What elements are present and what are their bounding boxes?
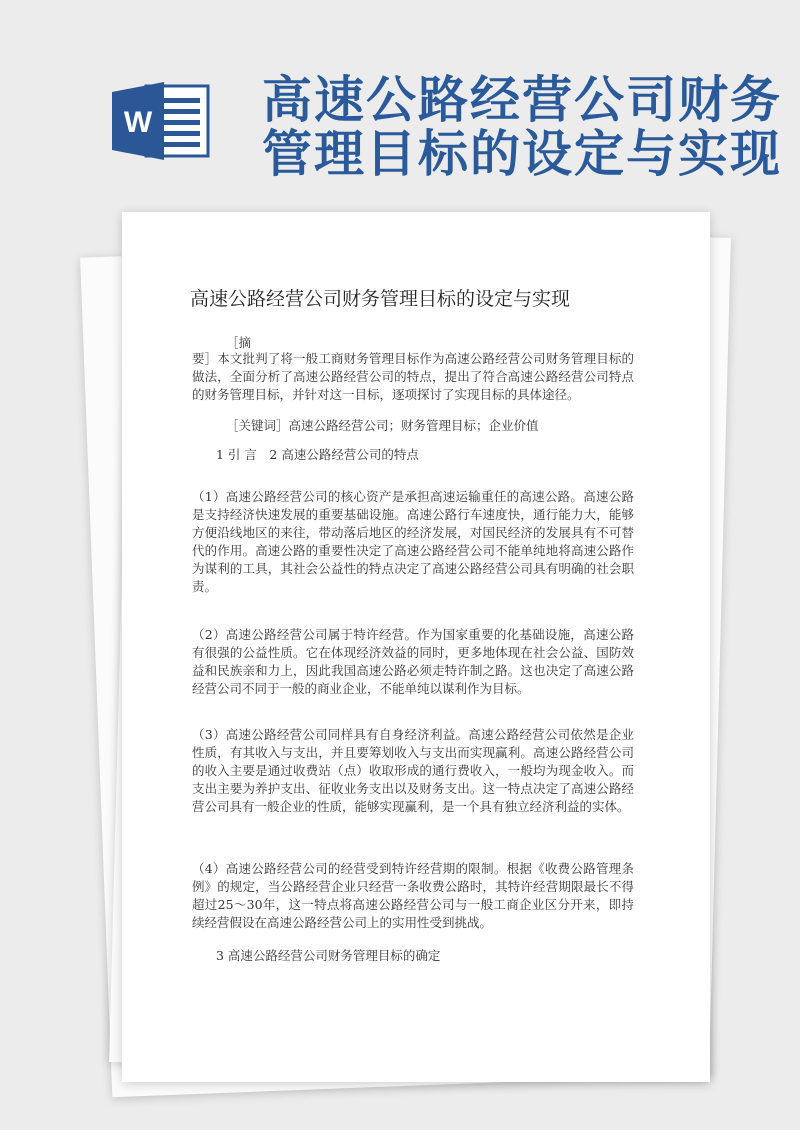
paragraph-4: （4）高速公路经营公司的经营受到特许经营期的限制。根据《收费公路管理条例》的规定，当公路经营企业只经营一条收费公路时，其特许经营期限最长不得超过25～30年，这一特点将高速公路经营公司与一般工商企业区分开来，即持续经营假设在高速公路经营公司上的实用性受到挑战。 — [192, 861, 634, 930]
abstract-bracket: ［摘 — [226, 335, 252, 350]
document-title: 高速公路经营公司财务管理目标的设定与实现 — [190, 288, 571, 310]
word-document-icon — [112, 82, 212, 160]
keywords-line: ［关键词］高速公路经营公司；财务管理目标；企业价值 — [226, 418, 539, 433]
abstract-paragraph: 要］本文批判了将一般工商财务管理目标作为高速公路经营公司财务管理目标的做法，全面分析了高速公路经营公司的特点，提出了符合高速公路经营公司特点的财务管理目标，并针对这一目标，逐项探讨了实现目标的具体途径。 — [192, 351, 634, 402]
paragraph-3: （3）高速公路经营公司同样具有自身经济利益。高速公路经营公司依然是企业性质，有其收入与支出，并且要筹划收入与支出而实现赢利。高速公路经营公司的收入主要是通过收费站（点）收取形成的通行费收入，一般均为现金收入。而支出主要为养护支出、征收业务支出以及财务支出。这一特点决定了高速公路经营公司具有一般企业的性质，能够实现赢利，是一个具有独立经济利益的实体。 — [192, 727, 634, 814]
banner-title-line-2: 管理目标的设定与实现 — [262, 125, 782, 183]
paragraph-2: （2）高速公路经营公司属于特许经营。作为国家重要的化基础设施，高速公路有很强的公益性质。它在体现经济效益的同时，更多地体现在社会公益、国防效益和民族亲和力上，因此我国高速公路必须走特许制之路。这也决定了高速公路经营公司不同于一般的商业企业，不能单纯以谋利作为目标。 — [192, 627, 634, 696]
header-banner — [0, 0, 800, 210]
banner-title-line-1: 高速公路经营公司财务 — [262, 71, 782, 129]
section-heading: 1 引 言 2 高速公路经营公司的特点 — [216, 447, 419, 462]
svg-text:W: W — [123, 106, 153, 139]
paragraph-1: （1）高速公路经营公司的核心资产是承担高速运输重任的高速公路。高速公路是支持经济快速发展的重要基础设施。高速公路行车速度快，通行能力大，能够方便沿线地区的来往，带动落后地区的经济发展，对国民经济的发展具有不可替代的作用。高速公路的重要性决定了高速公路经营公司不能单纯地将高速公路作为谋利的工具，其社会公益性的特点决定了高速公路经营公司具有明确的社会职责。 — [192, 489, 634, 594]
section-heading: 3 高速公路经营公司财务管理目标的确定 — [216, 948, 441, 963]
